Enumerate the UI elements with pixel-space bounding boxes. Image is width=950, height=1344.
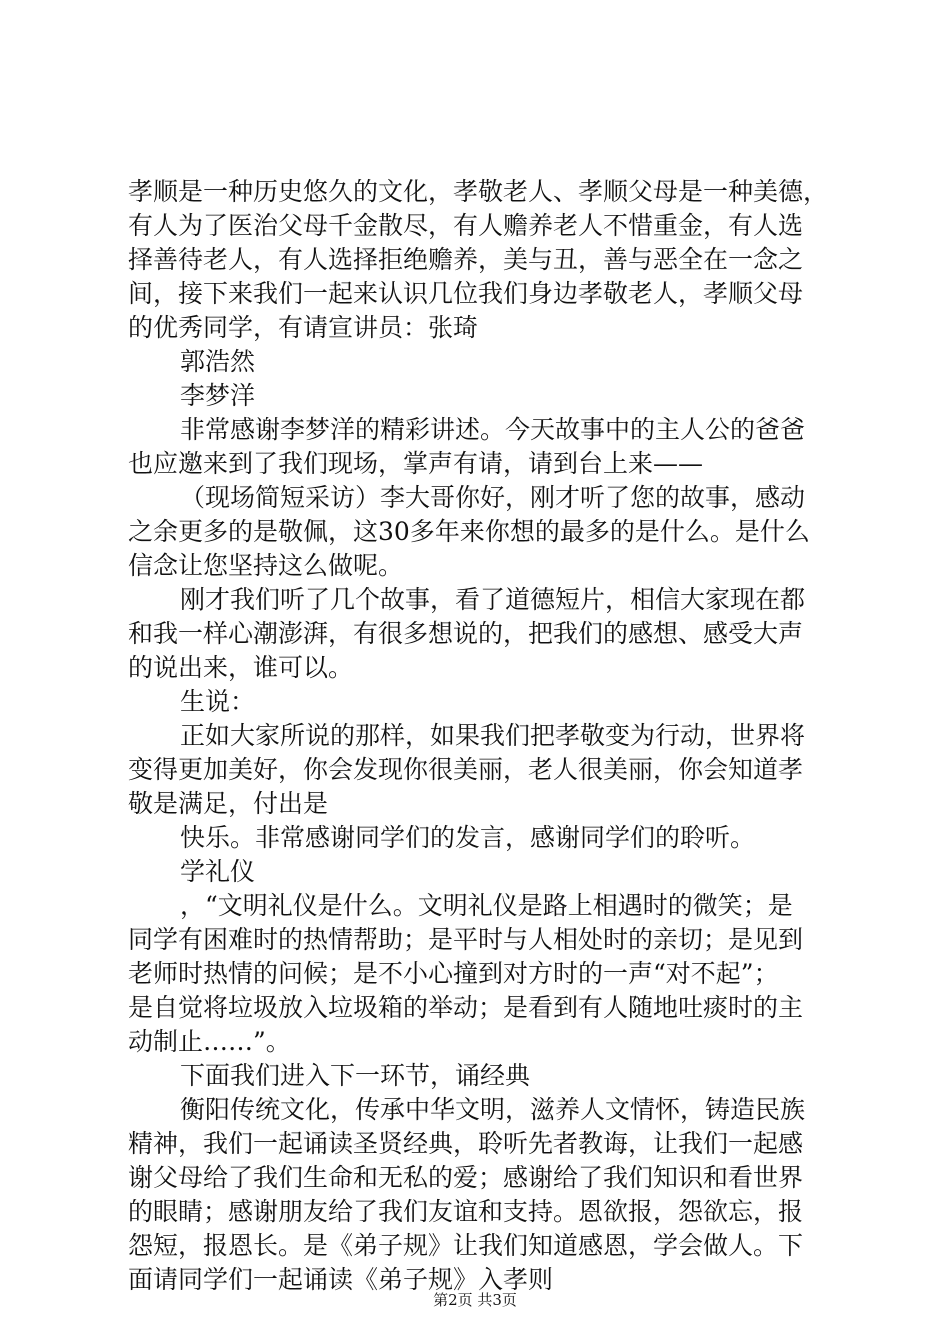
text-line: 刚才我们听了几个故事，看了道德短片，相信大家现在都 bbox=[180, 585, 806, 614]
text-line: 的说出来，谁可以。 bbox=[128, 653, 354, 682]
text-line: 间，接下来我们一起来认识几位我们身边孝敬老人，孝顺父母 bbox=[128, 279, 804, 308]
text-line: 正如大家所说的那样，如果我们把孝敬变为行动，世界将 bbox=[180, 721, 806, 750]
text-line: （现场简短采访）李大哥你好，刚才听了您的故事，感动 bbox=[180, 483, 806, 512]
text-line: 面请同学们一起诵读《弟子规》入孝则 bbox=[128, 1265, 554, 1294]
text-line: ，“文明礼仪是什么。文明礼仪是路上相遇时的微笑；是 bbox=[180, 891, 793, 920]
text-line: 敬是满足，付出是 bbox=[128, 789, 329, 818]
text-line: 学礼仪 bbox=[180, 857, 256, 886]
text-line: 精神，我们一起诵读圣贤经典，聆听先者教诲，让我们一起感 bbox=[128, 1129, 804, 1158]
text-line: 信念让您坚持这么做呢。 bbox=[128, 551, 404, 580]
text-line: 谢父母给了我们生命和无私的爱；感谢给了我们知识和看世界 bbox=[128, 1163, 804, 1192]
page-number-label: 第2页 共3页 bbox=[433, 1291, 517, 1309]
text-line: 变得更加美好，你会发现你很美丽，老人很美丽，你会知道孝 bbox=[128, 755, 804, 784]
text-line: 衡阳传统文化，传承中华文明，滋养人文情怀，铸造民族 bbox=[180, 1095, 806, 1124]
text-line: 动制止……”。 bbox=[128, 1027, 291, 1056]
text-line: 择善待老人，有人选择拒绝赡养，美与丑，善与恶全在一念之 bbox=[128, 245, 804, 274]
text-line: 孝顺是一种历史悠久的文化，孝敬老人、孝顺父母是一种美德， bbox=[128, 177, 829, 206]
text-line: 李梦洋 bbox=[180, 381, 256, 410]
text-line: 怨短，报恩长。是《弟子规》让我们知道感恩，学会做人。下 bbox=[128, 1231, 804, 1260]
text-line: 的优秀同学，有请宣讲员：张琦 bbox=[128, 313, 479, 342]
text-line: 非常感谢李梦洋的精彩讲述。今天故事中的主人公的爸爸 bbox=[180, 415, 806, 444]
text-line: 和我一样心潮澎湃，有很多想说的，把我们的感想、感受大声 bbox=[128, 619, 804, 648]
text-line: 快乐。非常感谢同学们的发言，感谢同学们的聆听。 bbox=[180, 823, 756, 852]
text-line: 的眼睛；感谢朋友给了我们友谊和支持。恩欲报，怨欲忘，报 bbox=[128, 1197, 804, 1226]
text-line: 之余更多的是敬佩，这30多年来你想的最多的是什么。是什么 bbox=[128, 517, 810, 546]
text-line: 有人为了医治父母千金散尽，有人赡养老人不惜重金，有人选 bbox=[128, 211, 804, 240]
text-line: 生说： bbox=[180, 687, 256, 716]
text-line: 同学有困难时的热情帮助；是平时与人相处时的亲切；是见到 bbox=[128, 925, 804, 954]
text-line: 是自觉将垃圾放入垃圾箱的举动；是看到有人随地吐痰时的主 bbox=[128, 993, 804, 1022]
text-line: 郭浩然 bbox=[180, 347, 256, 376]
text-line: 老师时热情的问候；是不小心撞到对方时的一声“对不起”； bbox=[128, 959, 779, 988]
page-footer bbox=[0, 1290, 950, 1310]
text-line: 下面我们进入下一环节，诵经典 bbox=[180, 1061, 531, 1090]
text-line: 也应邀来到了我们现场，掌声有请，请到台上来—— bbox=[128, 449, 704, 478]
